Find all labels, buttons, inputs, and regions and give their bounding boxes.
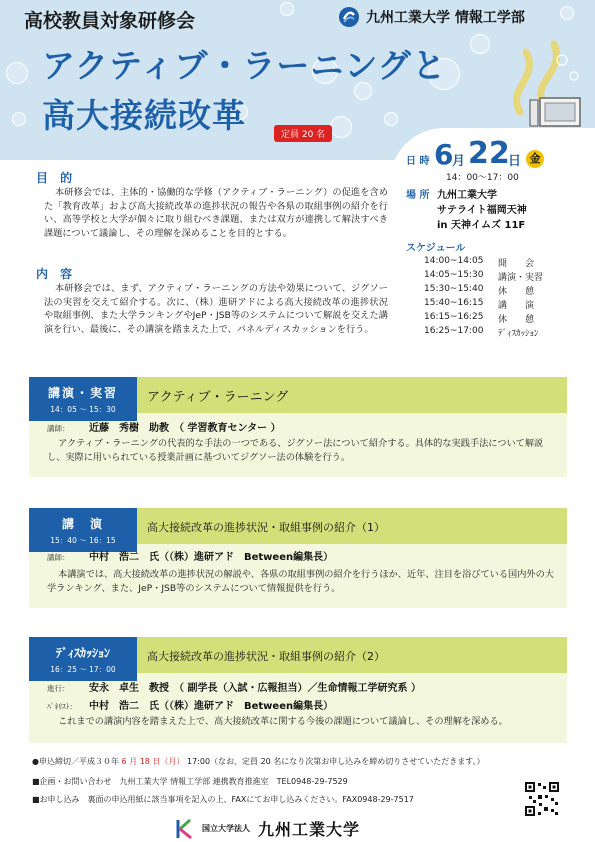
session-time: 16：25 ～ 17：00 <box>50 665 116 674</box>
date-month-unit: 月 <box>452 154 466 169</box>
speaker-text: 近藤 秀樹 助教 （ 学習教育センター ） <box>89 423 281 434</box>
schedule-item: 開 会 <box>498 259 535 269</box>
purpose-heading: 目 的 <box>36 171 77 185</box>
bubble-decoration <box>6 62 28 84</box>
session-description: これまでの講演内容を踏まえた上で、高大接続改革に関する今後の課題について議論し、その理解を深める。 <box>58 716 508 727</box>
date-day: 22 <box>468 136 510 171</box>
main-title-line-1: アクティブ・ラーニングと <box>42 46 447 85</box>
pc-illustration-icon <box>500 38 586 128</box>
date-month: 6 <box>434 138 454 171</box>
bubble-decoration <box>280 2 294 16</box>
session-time: 15：40 ～ 16：15 <box>50 536 116 545</box>
session-speaker <box>47 419 281 434</box>
bubble-decoration <box>384 112 398 126</box>
schedule-row <box>424 284 534 297</box>
schedule-time: 16:15~16:25 <box>424 312 484 322</box>
schedule-item: 講 演 <box>498 301 535 311</box>
session-card <box>29 377 567 477</box>
speaker-role: 講師： <box>47 553 70 562</box>
footer-logo-prefix: 国立大学法人 <box>202 824 250 833</box>
deadline-date: 6 月 18 日（月） <box>121 757 185 766</box>
session-description: アクティブ・ラーニングの代表的な手法の一つである、ジグソー法について紹介する。具体的な実践手法について解説し、実際に用いられている授業計画に基づいてジグソー法の体験を行う。 <box>47 438 544 463</box>
schedule-item: 休 憩 <box>498 287 535 297</box>
deadline-line <box>32 756 485 767</box>
contact-line: ■企画・お問い合わせ 九州工業大学 情報工学部 連携教育推進室 TEL0948-29-7529 <box>32 777 348 786</box>
schedule-label: スケジュール <box>406 243 466 254</box>
purpose-text: 本研修会では、主体的・協働的な学修（アクティブ・ラーニング）の促進を含めた「教育改革」および高大接続改革の進捗状況の報告や各県の取組事例の紹介を行い、高等学校と大学が個々に取り組むべき課題、または双方が連携して解決すべき課題について議論し、その理解を深めることを目的とする。 <box>44 187 388 240</box>
schedule-item: ﾃﾞｨｽｶｯｼｮﾝ <box>498 329 539 339</box>
venue-line-2: サテライト福岡天神 <box>437 205 527 216</box>
schedule-time: 14:05~15:30 <box>424 270 484 280</box>
schedule-time: 15:30~15:40 <box>424 284 484 294</box>
session-title: アクティブ・ラーニング <box>147 390 289 405</box>
schedule-row <box>424 326 539 339</box>
speaker-text: 安永 卓生 教授 （ 副学長（入試・広報担当）／生命情報工学研究系 ） <box>89 683 421 694</box>
session-tab <box>29 508 137 552</box>
schedule-row <box>424 312 534 325</box>
deadline-prefix: ●申込締切／平成３０年 <box>32 757 119 766</box>
kyutech-logo-icon <box>176 818 194 840</box>
session-type: 講 演 <box>61 517 104 531</box>
apply-line: ■お申し込み 裏面の申込用紙に該当事項を記入の上、FAXにてお申し込みください。FAX0948-29-7517 <box>32 795 414 804</box>
session-card <box>29 637 567 743</box>
session-speaker <box>47 679 421 694</box>
deadline-suffix: 17:00（なお、定員 20 名になり次第お申し込みを締め切りさせていただきます。） <box>186 757 485 766</box>
main-title-line-2: 高大接続改革 <box>42 96 246 135</box>
session-tab <box>29 637 137 681</box>
qr-code-icon <box>524 781 560 817</box>
session-speaker <box>47 548 333 563</box>
speaker-role: 講師： <box>47 424 70 433</box>
venue-line-3: in 天神イムズ 11F <box>437 220 526 231</box>
session-type: ﾃﾞｨｽｶｯｼｮﾝ <box>55 646 110 660</box>
schedule-time: 15:40~16:15 <box>424 298 484 308</box>
date-day-unit: 日 <box>508 154 522 169</box>
schedule-item: 休 憩 <box>498 315 535 325</box>
session-time: 14：05 ～ 15：30 <box>50 405 116 414</box>
bubble-decoration <box>12 112 26 126</box>
speaker-role: 進行： <box>47 684 70 693</box>
session-card <box>29 508 567 608</box>
venue-label: 場 所 <box>406 190 430 201</box>
speaker-text: 中村 浩二 氏（（株）進研アド Between編集長） <box>89 701 334 712</box>
university-logo-icon <box>338 6 360 28</box>
bubble-decoration <box>470 34 490 54</box>
session-title: 高大接続改革の進捗状況・取組事例の紹介（1） <box>147 521 385 534</box>
weekday-badge: 金 <box>526 150 544 168</box>
schedule-time: 16:25~17:00 <box>424 326 484 336</box>
schedule-item: 講演・実習 <box>498 273 544 283</box>
session-type: 講演・実習 <box>47 386 118 400</box>
session-tab <box>29 377 137 421</box>
organizer-name: 九州工業大学 情報工学部 <box>366 10 525 26</box>
venue-line-1: 九州工業大学 <box>437 190 497 201</box>
schedule-row <box>424 256 534 269</box>
schedule-row <box>424 270 543 283</box>
bubble-decoration <box>560 6 574 20</box>
organizer-logo <box>338 6 525 28</box>
session-description: 本講演では、高大接続改革の進捗状況の解説や、各県の取組事例の紹介を行うほか、近年、注目を浴びている国内外の大学ランキング、また、JeP・JSB等のシステムについて情報提供を行う。 <box>47 569 554 594</box>
content-text: 本研修会では、まず、アクティブ・ラーニングの方法や効果について、ジグソー法の実習を交えて紹介する。次に、（株）進研アドによる高大接続改革の進捗状況や取組事例、また大学ランキングやJeP・JSB等のシステムについて解説を交えた講演を行い、最後に、その講演を踏まえた上で、パネルディスカッションを行う。 <box>44 283 388 336</box>
schedule-time: 14:00~14:05 <box>424 256 484 266</box>
footer-logo-name: 九州工業大学 <box>258 820 361 839</box>
content-heading: 内 容 <box>36 267 77 281</box>
speaker-text: 中村 浩二 氏（（株）進研アド Between編集長） <box>89 552 334 563</box>
date-time-range: 14：00～17：00 <box>446 173 519 183</box>
schedule-row <box>424 298 534 311</box>
footer-logo <box>176 817 360 840</box>
session-speaker <box>47 697 333 712</box>
capacity-badge: 定員 20 名 <box>274 125 332 142</box>
session-title: 高大接続改革の進捗状況・取組事例の紹介（2） <box>147 650 385 663</box>
event-type-title: 高校教員対象研修会 <box>24 10 196 32</box>
bubble-decoration <box>330 116 352 138</box>
date-label: 日 時 <box>406 156 430 167</box>
date-block <box>390 128 595 182</box>
speaker-role: ﾊﾟﾈﾘｽﾄ： <box>47 702 77 711</box>
